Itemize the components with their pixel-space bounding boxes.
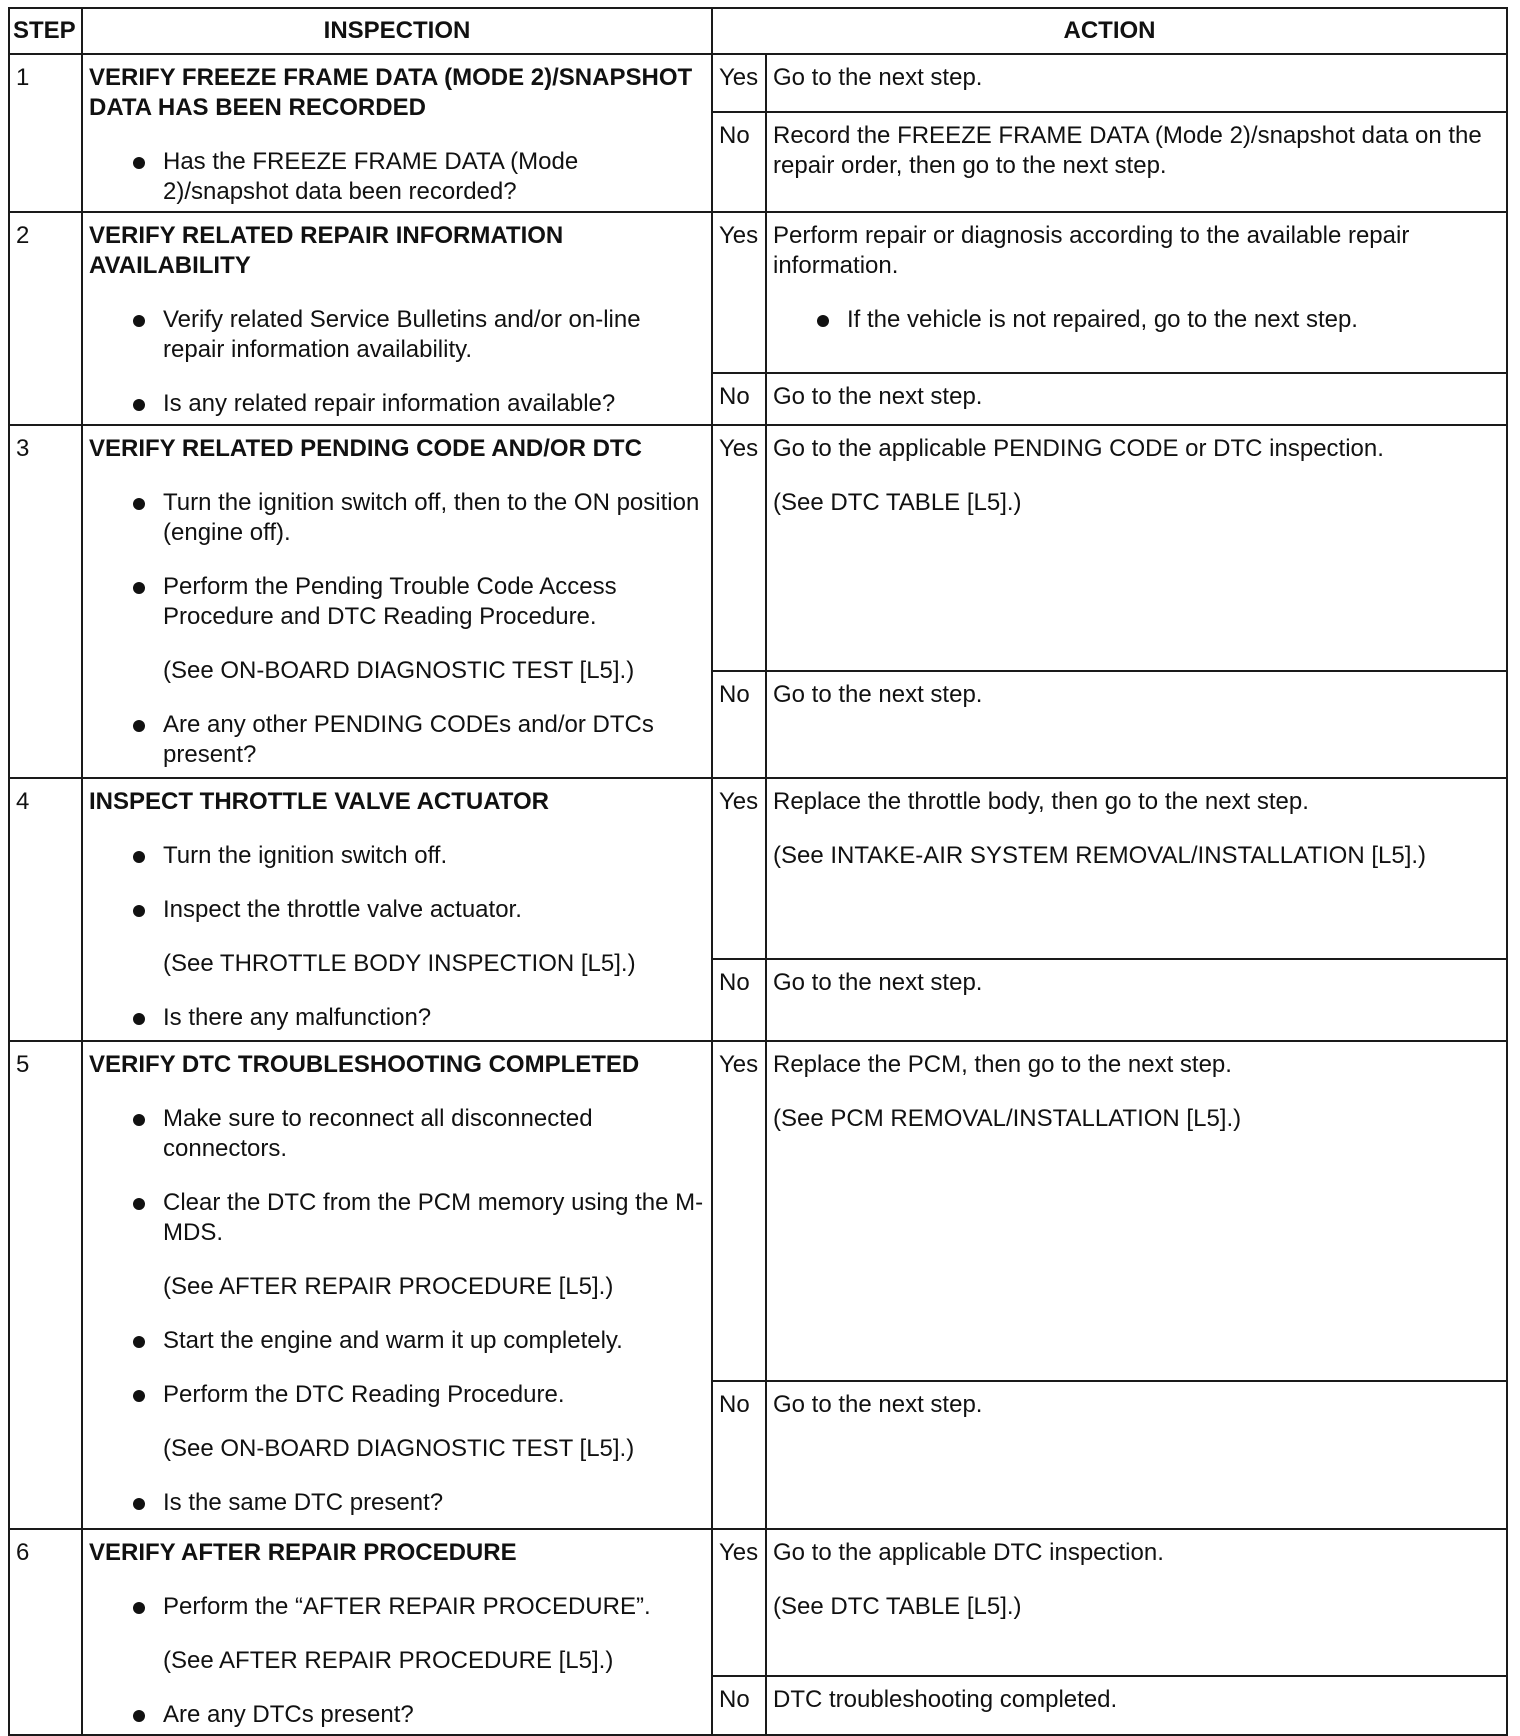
diagnostic-procedure-table <box>8 7 1508 1736</box>
inspection-cell <box>82 778 712 1041</box>
yes-action: Go to the applicable DTC inspection. <box>773 1539 1164 1566</box>
table-row <box>9 778 1507 959</box>
inspection-bullet: Has the FREEZE FRAME DATA (Mode 2)/snapshot data been recorded? <box>89 147 705 207</box>
header-action: ACTION <box>712 8 1507 54</box>
no-action: Record the FREEZE FRAME DATA (Mode 2)/snapshot data on the repair order, then go to the next step. <box>766 112 1507 212</box>
table-row <box>9 1041 1507 1381</box>
inspection-bullet: Perform the Pending Trouble Code Access Procedure and DTC Reading Procedure. <box>89 572 705 632</box>
yes-label: Yes <box>712 425 766 671</box>
yes-label: Yes <box>712 212 766 373</box>
step-number: 5 <box>9 1041 82 1529</box>
yes-action-reference: (See PCM REMOVAL/INSTALLATION [L5].) <box>773 1105 1242 1132</box>
inspection-bullet: Is any related repair information available? <box>89 389 705 419</box>
inspection-cell <box>82 54 712 212</box>
inspection-bullet: Start the engine and warm it up completely. <box>89 1326 705 1356</box>
inspection-cell <box>82 425 712 778</box>
yes-action: Go to the next step. <box>766 54 1507 112</box>
inspection-reference: (See THROTTLE BODY INSPECTION [L5].) <box>163 950 636 977</box>
inspection-bullet: Is the same DTC present? <box>89 1488 705 1518</box>
inspection-reference: (See AFTER REPAIR PROCEDURE [L5].) <box>163 1647 614 1674</box>
no-label: No <box>712 1676 766 1735</box>
yes-label: Yes <box>712 778 766 959</box>
step-number: 3 <box>9 425 82 778</box>
inspection-title: VERIFY FREEZE FRAME DATA (MODE 2)/SNAPSHOT DATA HAS BEEN RECORDED <box>89 64 693 121</box>
yes-action: Perform repair or diagnosis according to the available repair information. <box>773 222 1410 279</box>
yes-action-cell <box>766 778 1507 959</box>
no-label: No <box>712 671 766 778</box>
inspection-title: INSPECT THROTTLE VALVE ACTUATOR <box>89 788 549 815</box>
yes-action-cell <box>766 1041 1507 1381</box>
inspection-bullet: Perform the DTC Reading Procedure. <box>89 1380 705 1410</box>
yes-action-cell <box>766 212 1507 373</box>
inspection-bullet: Turn the ignition switch off, then to the ON position (engine off). <box>89 488 705 548</box>
no-label: No <box>712 373 766 425</box>
table-row <box>9 54 1507 112</box>
table-row <box>9 425 1507 671</box>
inspection-bullet: Are any other PENDING CODEs and/or DTCs present? <box>89 710 705 770</box>
table-header-row <box>9 8 1507 54</box>
no-action: Go to the next step. <box>766 373 1507 425</box>
table-row <box>9 1529 1507 1676</box>
no-action: Go to the next step. <box>766 959 1507 1041</box>
inspection-title: VERIFY RELATED PENDING CODE AND/OR DTC <box>89 435 642 462</box>
inspection-bullet: Make sure to reconnect all disconnected connectors. <box>89 1104 705 1164</box>
inspection-title: VERIFY RELATED REPAIR INFORMATION AVAILABILITY <box>89 222 564 279</box>
yes-action-reference: (See DTC TABLE [L5].) <box>773 489 1022 516</box>
no-label: No <box>712 112 766 212</box>
yes-action-bullet: If the vehicle is not repaired, go to the next step. <box>773 305 1500 335</box>
inspection-title: VERIFY DTC TROUBLESHOOTING COMPLETED <box>89 1051 640 1078</box>
inspection-bullet: Inspect the throttle valve actuator. <box>89 895 705 925</box>
yes-action-cell <box>766 425 1507 671</box>
yes-action: Go to the applicable PENDING CODE or DTC inspection. <box>773 435 1384 462</box>
no-action: Go to the next step. <box>766 671 1507 778</box>
no-action: DTC troubleshooting completed. <box>766 1676 1507 1735</box>
yes-action: Replace the throttle body, then go to the next step. <box>773 788 1309 815</box>
step-number: 1 <box>9 54 82 212</box>
inspection-reference: (See ON-BOARD DIAGNOSTIC TEST [L5].) <box>163 657 635 684</box>
inspection-cell <box>82 1529 712 1735</box>
yes-action-reference: (See DTC TABLE [L5].) <box>773 1593 1022 1620</box>
yes-action-cell <box>766 1529 1507 1676</box>
no-action: Go to the next step. <box>766 1381 1507 1529</box>
inspection-bullet: Turn the ignition switch off. <box>89 841 705 871</box>
inspection-reference: (See AFTER REPAIR PROCEDURE [L5].) <box>163 1273 614 1300</box>
step-number: 2 <box>9 212 82 425</box>
yes-label: Yes <box>712 1041 766 1381</box>
yes-label: Yes <box>712 1529 766 1676</box>
no-label: No <box>712 959 766 1041</box>
yes-label: Yes <box>712 54 766 112</box>
inspection-bullet: Verify related Service Bulletins and/or on-line repair information availability. <box>89 305 705 365</box>
inspection-cell <box>82 212 712 425</box>
table-row <box>9 212 1507 373</box>
header-step: STEP <box>9 8 82 54</box>
inspection-bullet: Clear the DTC from the PCM memory using the M-MDS. <box>89 1188 705 1248</box>
inspection-bullet: Perform the “AFTER REPAIR PROCEDURE”. <box>89 1592 705 1622</box>
step-number: 4 <box>9 778 82 1041</box>
inspection-cell <box>82 1041 712 1529</box>
inspection-bullet: Is there any malfunction? <box>89 1003 705 1033</box>
yes-action: Replace the PCM, then go to the next step. <box>773 1051 1232 1078</box>
inspection-title: VERIFY AFTER REPAIR PROCEDURE <box>89 1539 517 1566</box>
no-label: No <box>712 1381 766 1529</box>
inspection-bullet: Are any DTCs present? <box>89 1700 705 1730</box>
inspection-reference: (See ON-BOARD DIAGNOSTIC TEST [L5].) <box>163 1435 635 1462</box>
yes-action-reference: (See INTAKE-AIR SYSTEM REMOVAL/INSTALLATION [L5].) <box>773 842 1427 869</box>
header-inspection: INSPECTION <box>82 8 712 54</box>
step-number: 6 <box>9 1529 82 1735</box>
